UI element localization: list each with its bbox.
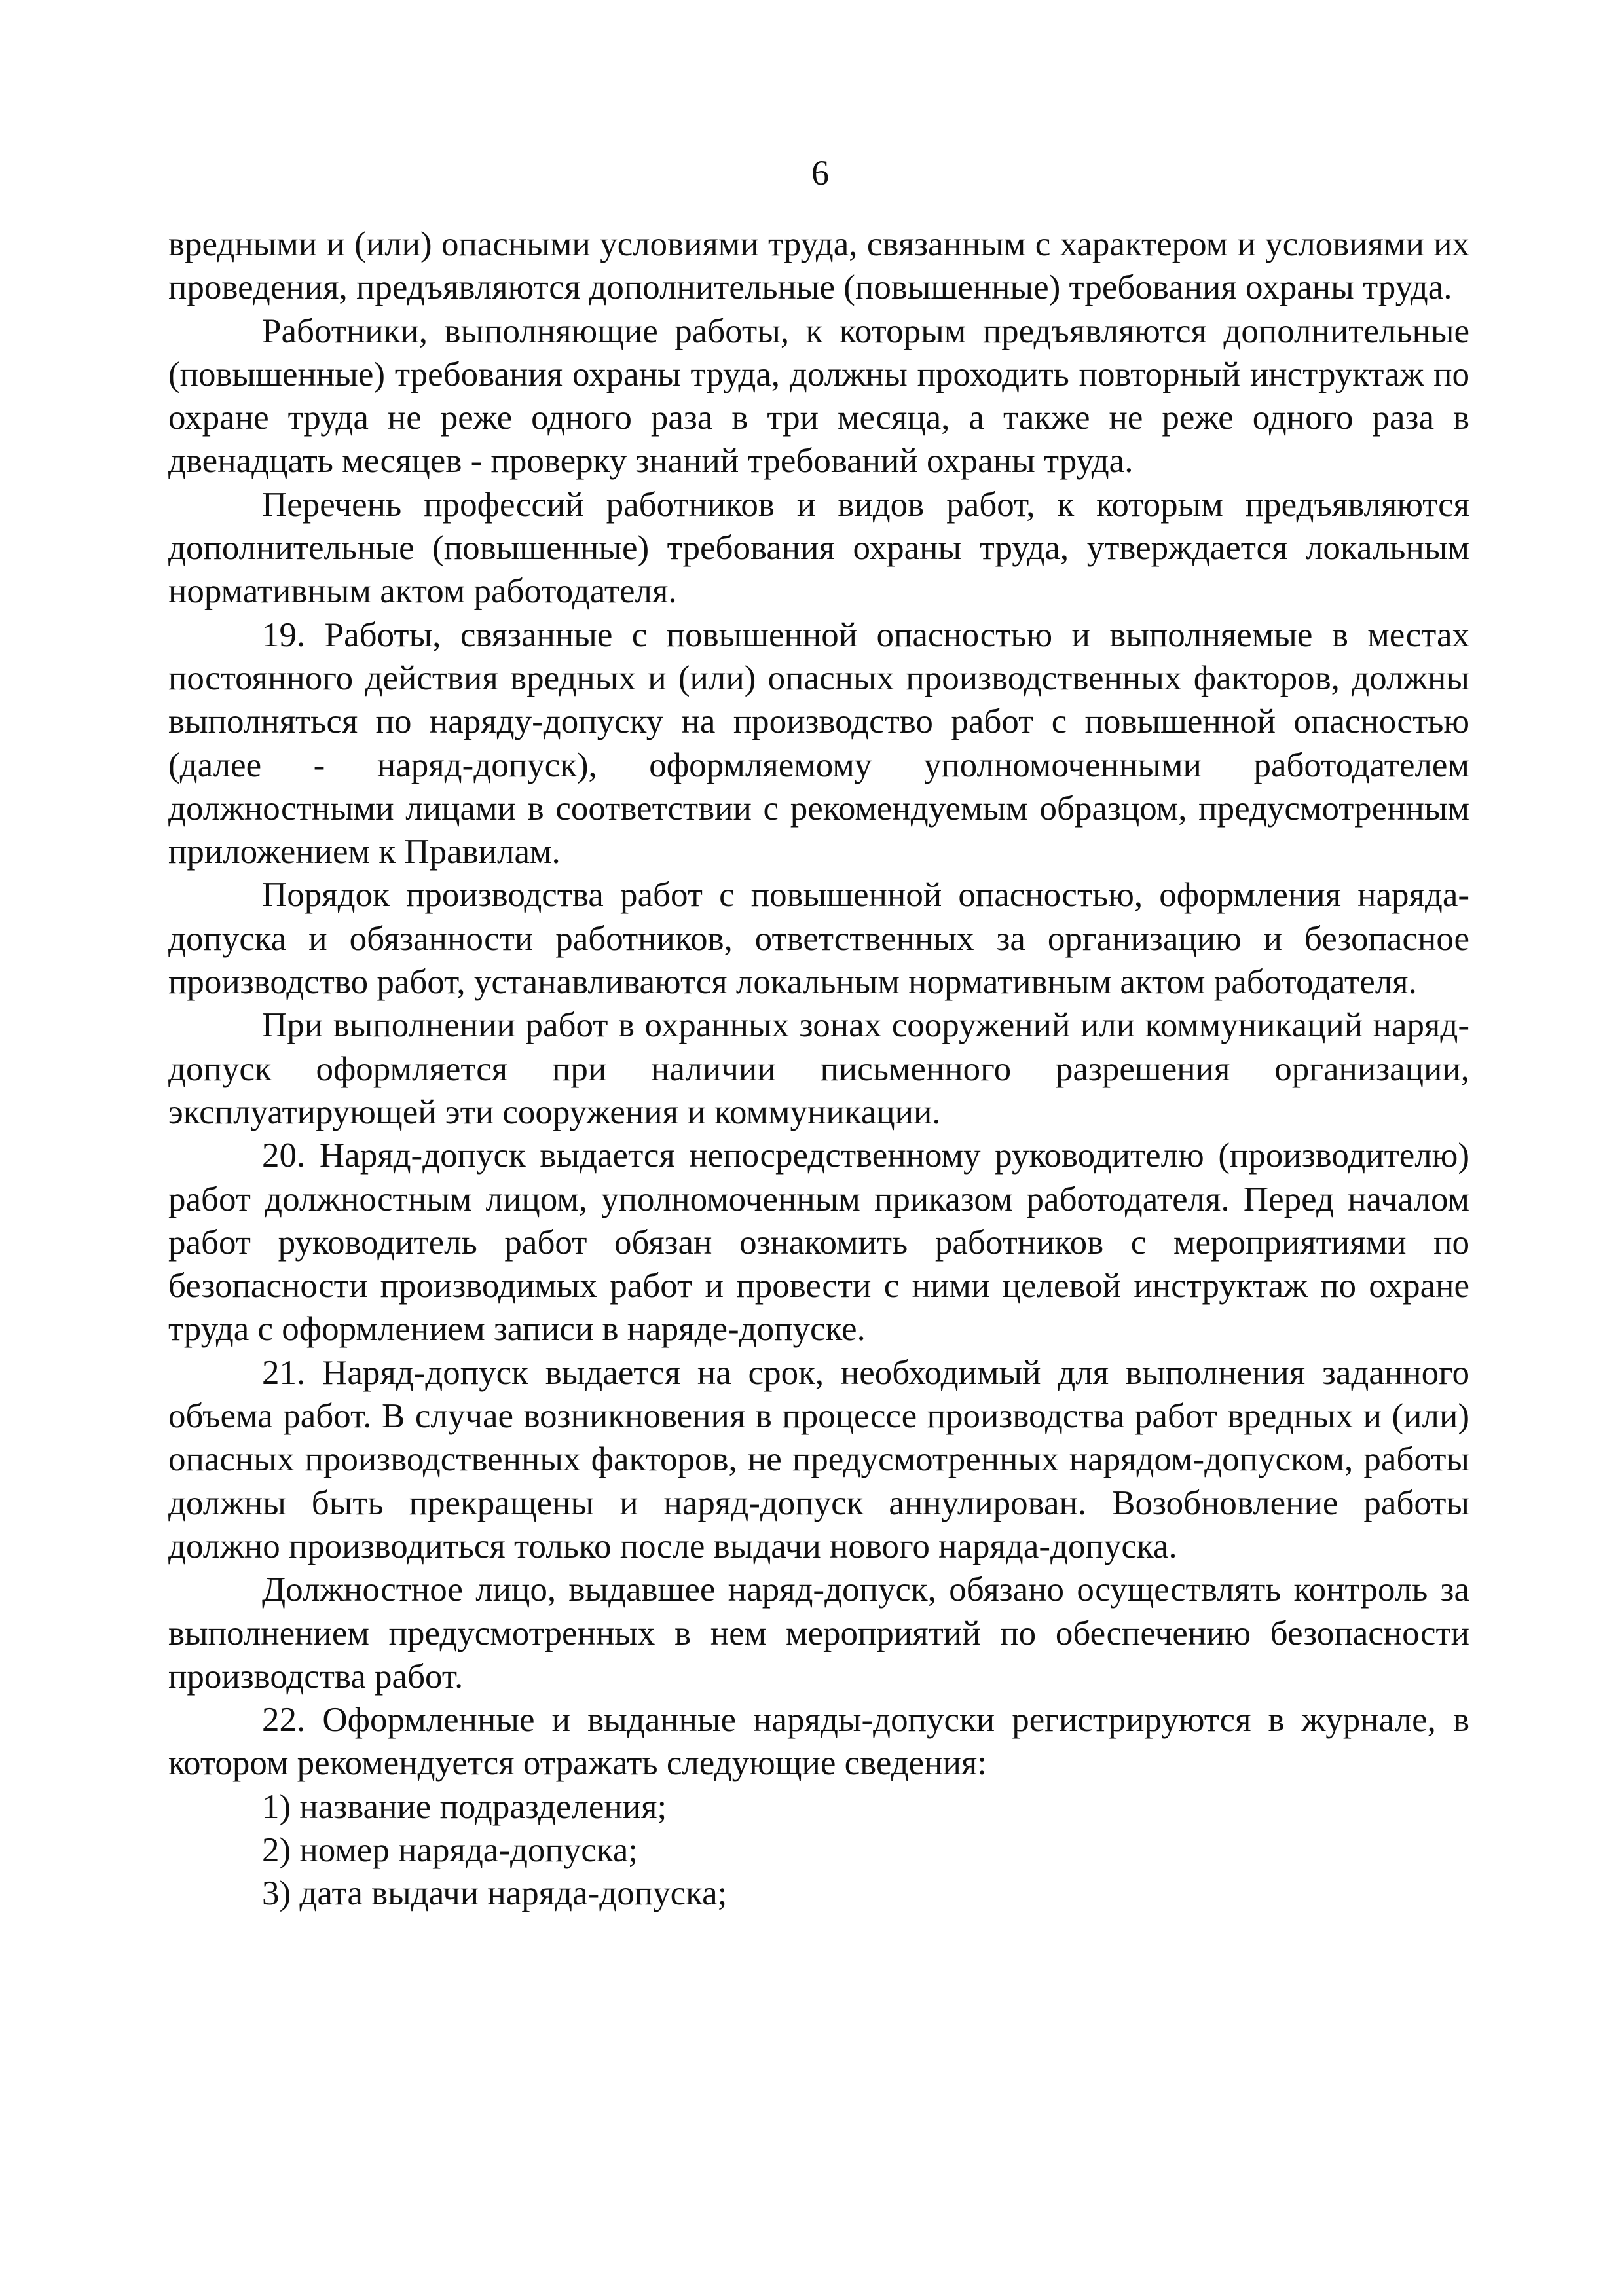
- document-body: [168, 223, 1469, 1916]
- list-item: 3) дата выдачи наряда-допуска;: [262, 1874, 728, 1913]
- page-number: 6: [811, 153, 829, 192]
- paragraph: Должностное лицо, выдавшее наряд-допуск, обязано осуществлять контроль за выполнением предусмотренных в нем мероприятий по обеспечению безопасности производства работ.: [168, 1571, 1469, 1696]
- list-item: 1) название подразделения;: [262, 1787, 667, 1826]
- paragraph-clause-22: 22. Оформленные и выданные наряды-допуски регистрируются в журнале, в котором рекомендуется отражать следующие сведения:: [168, 1701, 1469, 1783]
- paragraph: Перечень профессий работников и видов работ, к которым предъявляются дополнительные (повышенные) требования охраны труда, утверждается локальным нормативным актом работодателя.: [168, 485, 1469, 611]
- paragraph: Порядок производства работ с повышенной опасностью, оформления наряда-допуска и обязанности работников, ответственных за организацию и безопасное производство работ, устанавливаются локальным нормативным актом работодателя.: [168, 876, 1469, 1002]
- paragraph-clause-19: 19. Работы, связанные с повышенной опасностью и выполняемые в местах постоянного действия вредных и (или) опасных производственных факторов, должны выполняться по наряду-допуску на производство работ с повышенной опасностью (далее - наряд-допуск), оформляемому уполномоченными работодателем должностными лицами в соответствии с рекомендуемым образцом, предусмотренным приложением к Правилам.: [168, 615, 1469, 871]
- paragraph-clause-21: 21. Наряд-допуск выдается на срок, необходимый для выполнения заданного объема работ. В случае возникновения в процессе производства работ вредных и (или) опасных производственных факторов, не предусмотренных нарядом-допуском, работы должны быть прекращены и наряд-допуск аннулирован. Возобновление работы должно производиться только после выдачи нового наряда-допуска.: [168, 1353, 1469, 1565]
- paragraph-continuation: вредными и (или) опасными условиями труда, связанным с характером и условиями их проведения, предъявляются дополнительные (повышенные) требования охраны труда.: [168, 225, 1469, 307]
- paragraph: Работники, выполняющие работы, к которым предъявляются дополнительные (повышенные) требования охраны труда, должны проходить повторный инструктаж по охране труда не реже одного раза в три месяца, а также не реже одного раза в двенадцать месяцев - проверку знаний требований охраны труда.: [168, 312, 1469, 481]
- list-item: 2) номер наряда-допуска;: [262, 1831, 638, 1869]
- paragraph: При выполнении работ в охранных зонах сооружений или коммуникаций наряд-допуск оформляется при наличии письменного разрешения организации, эксплуатирующей эти сооружения и коммуникации.: [168, 1006, 1469, 1131]
- paragraph-clause-20: 20. Наряд-допуск выдается непосредственному руководителю (производителю) работ должностным лицом, уполномоченным приказом работодателя. Перед началом работ руководитель работ обязан ознакомить работников с мероприятиями по безопасности производимых работ и провести с ними целевой инструктаж по охране труда с оформлением записи в наряде-допуске.: [168, 1137, 1469, 1349]
